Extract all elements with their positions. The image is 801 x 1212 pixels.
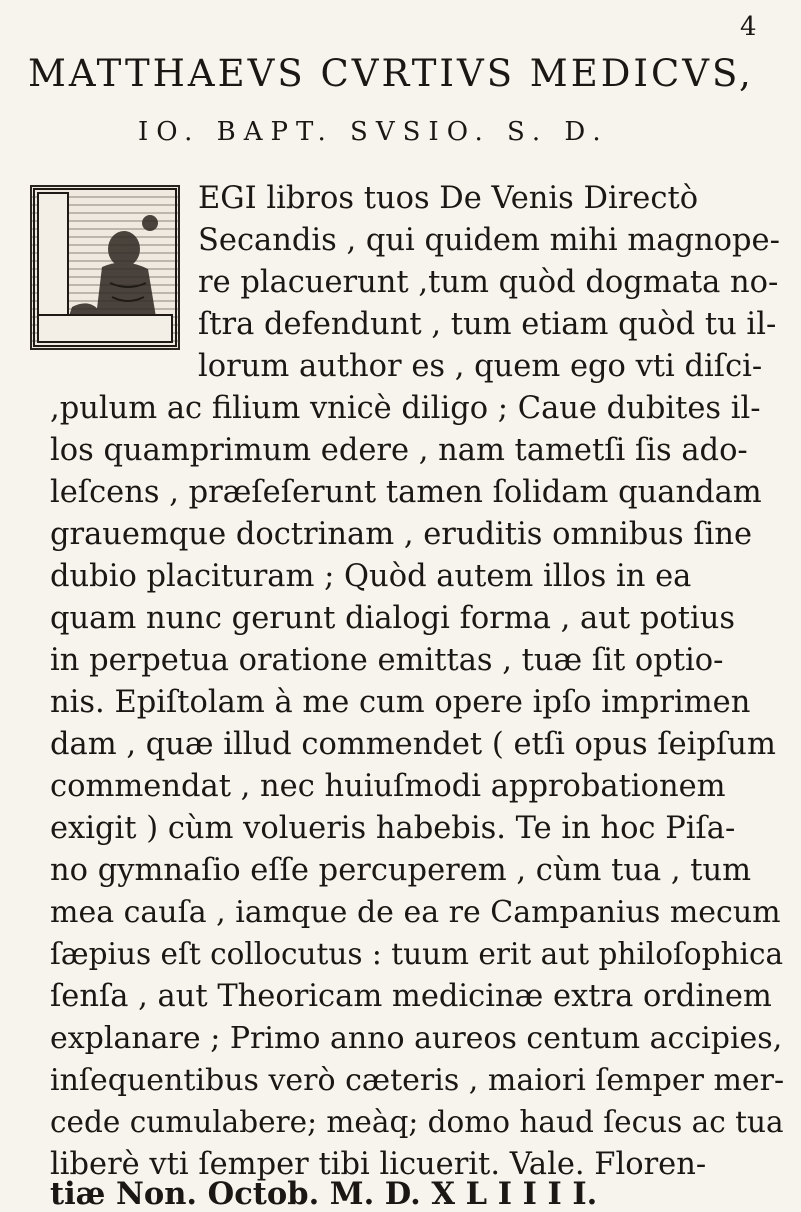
body-line: no gymnaſio eſſe percuperem , cùm tua , tum: [50, 853, 752, 888]
body-line: inſequentibus verò cæteris , maiori ſemper mer-: [50, 1063, 785, 1098]
body-line: los quamprimum edere , nam tametſi ſis ado-: [50, 433, 748, 468]
body-line: commendat , nec huiuſmodi approbationem: [50, 769, 726, 804]
body-line: dubio placituram ; Quòd autem illos in ea: [50, 559, 692, 594]
body-line: dam , quæ illud commendet ( etſi opus ſeipſum: [50, 727, 776, 762]
body-line: ſenſa , aut Theoricam medicinæ extra ordinem: [50, 979, 772, 1014]
letter-title: MATTHAEVS CVRTIVS MEDICVS,: [28, 52, 754, 95]
body-line: nis. Epiſtolam à me cum opere ipſo imprimen: [50, 685, 751, 720]
body-line: leſcens , præſeſerunt tamen ſolidam quandam: [50, 475, 762, 510]
body-line: EGI libros tuos De Venis Directò: [198, 181, 699, 216]
body-line: mea cauſa , iamque de ea re Campanius mecum: [50, 895, 781, 930]
body-line: grauemque doctrinam , eruditis omnibus ſine: [50, 517, 753, 552]
body-line: re placuerunt ,tum quòd dogmata no-: [198, 265, 779, 300]
body-line: liberè vti ſemper tibi licuerit. Vale. Floren-: [50, 1147, 707, 1182]
body-line: in perpetua oratione emittas , tuæ ſit optio-: [50, 643, 724, 678]
body-line: explanare ; Primo anno aureos centum accipies,: [50, 1021, 783, 1056]
body-line-dateline: tiæ Non. Octob. M. D. X L I I I I.: [50, 1176, 598, 1212]
body-line: ſtra defendunt , tum etiam quòd tu il-: [198, 307, 777, 342]
body-line: quam nunc gerunt dialogi forma , aut potius: [50, 601, 736, 636]
body-line: exigit ) cùm volueris habebis. Te in hoc Piſa-: [50, 811, 736, 846]
body-line: cede cumulabere; meàq; domo haud ſecus ac tua: [50, 1105, 784, 1139]
letter-salutation: IO. BAPT. SVSIO. S. D.: [138, 117, 609, 147]
body-line: lorum author es , quem ego vti diſci-: [198, 349, 763, 384]
body-line: ſæpius eſt collocutus : tuum erit aut philoſophica: [50, 937, 784, 971]
signature-mark: 4: [740, 12, 757, 42]
body-line: Secandis , qui quidem mihi magnope-: [198, 223, 780, 258]
body-line: ,pulum ac filium vnicè diligo ; Caue dubites il-: [50, 391, 761, 426]
